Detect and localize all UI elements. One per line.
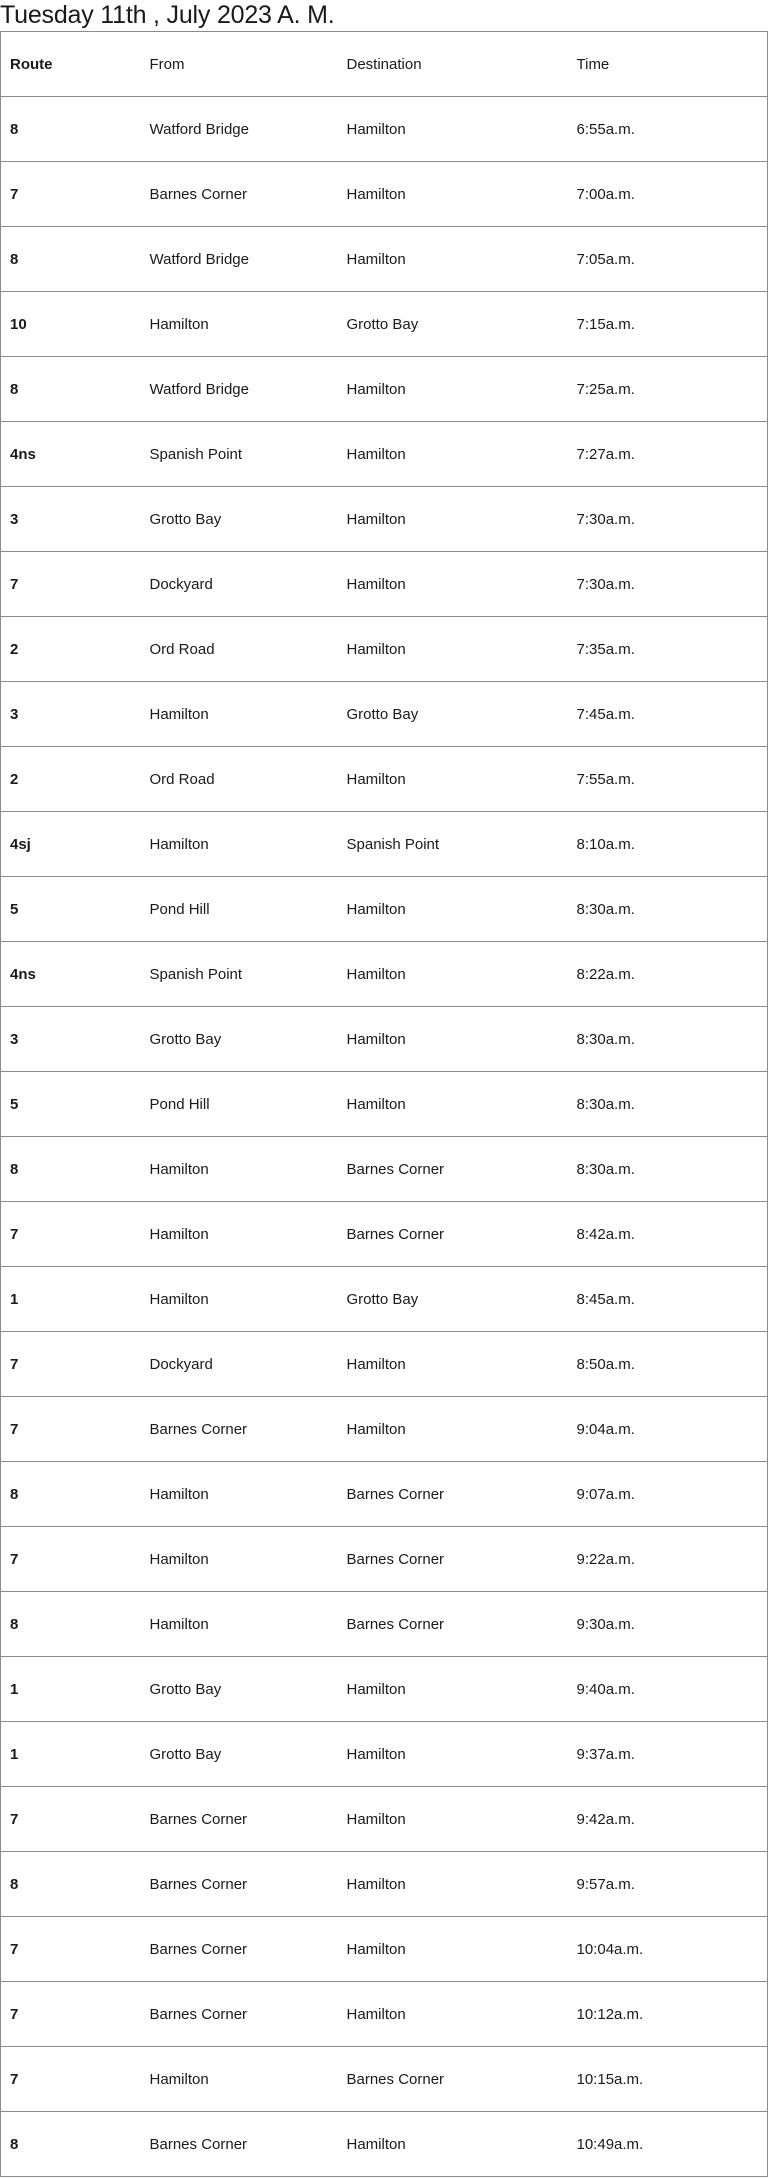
destination-cell: Barnes Corner (338, 1592, 568, 1657)
time-cell: 7:30a.m. (568, 487, 768, 552)
destination-cell: Hamilton (338, 422, 568, 487)
table-row (1, 422, 768, 487)
page-title: Tuesday 11th , July 2023 A. M. (0, 1, 335, 29)
from-cell: Barnes Corner (141, 2112, 338, 2177)
time-cell: 9:42a.m. (568, 1787, 768, 1852)
table-row (1, 2112, 768, 2177)
table-row (1, 1722, 768, 1787)
route-cell: 7 (1, 1397, 141, 1462)
table-row (1, 1657, 768, 1722)
from-cell: Barnes Corner (141, 1397, 338, 1462)
time-cell: 8:30a.m. (568, 1072, 768, 1137)
time-cell: 8:45a.m. (568, 1267, 768, 1332)
time-cell: 8:30a.m. (568, 877, 768, 942)
route-cell: 7 (1, 552, 141, 617)
destination-cell: Hamilton (338, 617, 568, 682)
from-cell: Pond Hill (141, 877, 338, 942)
time-cell: 10:04a.m. (568, 1917, 768, 1982)
table-row (1, 162, 768, 227)
table-row (1, 2047, 768, 2112)
table-row (1, 1202, 768, 1267)
destination-cell: Hamilton (338, 162, 568, 227)
time-cell: 8:30a.m. (568, 1137, 768, 1202)
route-cell: 8 (1, 1592, 141, 1657)
route-cell: 10 (1, 292, 141, 357)
route-cell: 7 (1, 162, 141, 227)
destination-cell: Barnes Corner (338, 2047, 568, 2112)
from-cell: Hamilton (141, 1527, 338, 1592)
destination-cell: Hamilton (338, 1072, 568, 1137)
from-cell: Dockyard (141, 552, 338, 617)
from-cell: Hamilton (141, 1462, 338, 1527)
table-row (1, 1917, 768, 1982)
table-header-row (1, 32, 768, 97)
destination-cell: Spanish Point (338, 812, 568, 877)
time-cell: 7:35a.m. (568, 617, 768, 682)
destination-cell: Hamilton (338, 1982, 568, 2047)
table-row (1, 1137, 768, 1202)
route-cell: 7 (1, 1202, 141, 1267)
route-cell: 8 (1, 1137, 141, 1202)
header-time: Time (568, 32, 768, 97)
time-cell: 7:15a.m. (568, 292, 768, 357)
route-cell: 7 (1, 1787, 141, 1852)
from-cell: Watford Bridge (141, 227, 338, 292)
destination-cell: Barnes Corner (338, 1527, 568, 1592)
destination-cell: Grotto Bay (338, 682, 568, 747)
from-cell: Hamilton (141, 1137, 338, 1202)
from-cell: Hamilton (141, 1267, 338, 1332)
route-cell: 8 (1, 2112, 141, 2177)
route-cell: 5 (1, 877, 141, 942)
from-cell: Spanish Point (141, 422, 338, 487)
destination-cell: Hamilton (338, 227, 568, 292)
from-cell: Ord Road (141, 747, 338, 812)
from-cell: Hamilton (141, 812, 338, 877)
time-cell: 10:49a.m. (568, 2112, 768, 2177)
time-cell: 7:00a.m. (568, 162, 768, 227)
from-cell: Barnes Corner (141, 1787, 338, 1852)
header-route: Route (1, 32, 141, 97)
route-cell: 8 (1, 1852, 141, 1917)
table-row (1, 552, 768, 617)
destination-cell: Hamilton (338, 97, 568, 162)
route-cell: 7 (1, 1332, 141, 1397)
route-cell: 7 (1, 1982, 141, 2047)
route-cell: 8 (1, 97, 141, 162)
bus-schedule-table (0, 31, 768, 2177)
time-cell: 8:10a.m. (568, 812, 768, 877)
from-cell: Hamilton (141, 682, 338, 747)
table-row (1, 877, 768, 942)
table-row (1, 1332, 768, 1397)
table-row (1, 617, 768, 682)
route-cell: 2 (1, 747, 141, 812)
from-cell: Barnes Corner (141, 1917, 338, 1982)
from-cell: Pond Hill (141, 1072, 338, 1137)
from-cell: Watford Bridge (141, 357, 338, 422)
table-row (1, 292, 768, 357)
destination-cell: Barnes Corner (338, 1462, 568, 1527)
header-from: From (141, 32, 338, 97)
time-cell: 8:42a.m. (568, 1202, 768, 1267)
time-cell: 9:04a.m. (568, 1397, 768, 1462)
table-row (1, 357, 768, 422)
from-cell: Watford Bridge (141, 97, 338, 162)
destination-cell: Hamilton (338, 2112, 568, 2177)
destination-cell: Grotto Bay (338, 1267, 568, 1332)
table-row (1, 1267, 768, 1332)
table-row (1, 1852, 768, 1917)
destination-cell: Hamilton (338, 1657, 568, 1722)
time-cell: 7:45a.m. (568, 682, 768, 747)
destination-cell: Hamilton (338, 1332, 568, 1397)
from-cell: Hamilton (141, 2047, 338, 2112)
time-cell: 9:22a.m. (568, 1527, 768, 1592)
from-cell: Grotto Bay (141, 1007, 338, 1072)
destination-cell: Hamilton (338, 877, 568, 942)
route-cell: 1 (1, 1657, 141, 1722)
destination-cell: Hamilton (338, 747, 568, 812)
route-cell: 8 (1, 1462, 141, 1527)
from-cell: Hamilton (141, 1202, 338, 1267)
table-row (1, 1527, 768, 1592)
destination-cell: Hamilton (338, 487, 568, 552)
route-cell: 1 (1, 1722, 141, 1787)
route-cell: 2 (1, 617, 141, 682)
time-cell: 8:30a.m. (568, 1007, 768, 1072)
table-row (1, 487, 768, 552)
destination-cell: Barnes Corner (338, 1137, 568, 1202)
route-cell: 7 (1, 1527, 141, 1592)
destination-cell: Hamilton (338, 552, 568, 617)
route-cell: 3 (1, 682, 141, 747)
time-cell: 8:50a.m. (568, 1332, 768, 1397)
route-cell: 8 (1, 227, 141, 292)
time-cell: 10:12a.m. (568, 1982, 768, 2047)
time-cell: 7:27a.m. (568, 422, 768, 487)
time-cell: 7:25a.m. (568, 357, 768, 422)
destination-cell: Hamilton (338, 1852, 568, 1917)
route-cell: 4ns (1, 422, 141, 487)
from-cell: Ord Road (141, 617, 338, 682)
time-cell: 7:55a.m. (568, 747, 768, 812)
destination-cell: Hamilton (338, 1917, 568, 1982)
route-cell: 3 (1, 1007, 141, 1072)
destination-cell: Hamilton (338, 942, 568, 1007)
table-row (1, 227, 768, 292)
table-row (1, 1982, 768, 2047)
time-cell: 6:55a.m. (568, 97, 768, 162)
destination-cell: Hamilton (338, 357, 568, 422)
route-cell: 4sj (1, 812, 141, 877)
table-row (1, 682, 768, 747)
table-body (1, 97, 768, 2177)
route-cell: 7 (1, 2047, 141, 2112)
route-cell: 4ns (1, 942, 141, 1007)
from-cell: Hamilton (141, 292, 338, 357)
destination-cell: Grotto Bay (338, 292, 568, 357)
table-row (1, 812, 768, 877)
time-cell: 9:07a.m. (568, 1462, 768, 1527)
time-cell: 10:15a.m. (568, 2047, 768, 2112)
time-cell: 9:37a.m. (568, 1722, 768, 1787)
from-cell: Barnes Corner (141, 1852, 338, 1917)
destination-cell: Hamilton (338, 1397, 568, 1462)
table-row (1, 1072, 768, 1137)
header-destination: Destination (338, 32, 568, 97)
table-row (1, 1397, 768, 1462)
table-row (1, 747, 768, 812)
destination-cell: Hamilton (338, 1787, 568, 1852)
from-cell: Dockyard (141, 1332, 338, 1397)
route-cell: 7 (1, 1917, 141, 1982)
route-cell: 8 (1, 357, 141, 422)
from-cell: Grotto Bay (141, 487, 338, 552)
from-cell: Barnes Corner (141, 1982, 338, 2047)
from-cell: Grotto Bay (141, 1657, 338, 1722)
time-cell: 7:30a.m. (568, 552, 768, 617)
destination-cell: Barnes Corner (338, 1202, 568, 1267)
table-row (1, 1787, 768, 1852)
table-row (1, 1462, 768, 1527)
time-cell: 8:22a.m. (568, 942, 768, 1007)
route-cell: 5 (1, 1072, 141, 1137)
table-row (1, 97, 768, 162)
table-row (1, 1592, 768, 1657)
from-cell: Barnes Corner (141, 162, 338, 227)
route-cell: 1 (1, 1267, 141, 1332)
time-cell: 9:40a.m. (568, 1657, 768, 1722)
time-cell: 9:57a.m. (568, 1852, 768, 1917)
from-cell: Hamilton (141, 1592, 338, 1657)
time-cell: 9:30a.m. (568, 1592, 768, 1657)
destination-cell: Hamilton (338, 1007, 568, 1072)
time-cell: 7:05a.m. (568, 227, 768, 292)
from-cell: Grotto Bay (141, 1722, 338, 1787)
destination-cell: Hamilton (338, 1722, 568, 1787)
table-row (1, 1007, 768, 1072)
table-row (1, 942, 768, 1007)
route-cell: 3 (1, 487, 141, 552)
from-cell: Spanish Point (141, 942, 338, 1007)
